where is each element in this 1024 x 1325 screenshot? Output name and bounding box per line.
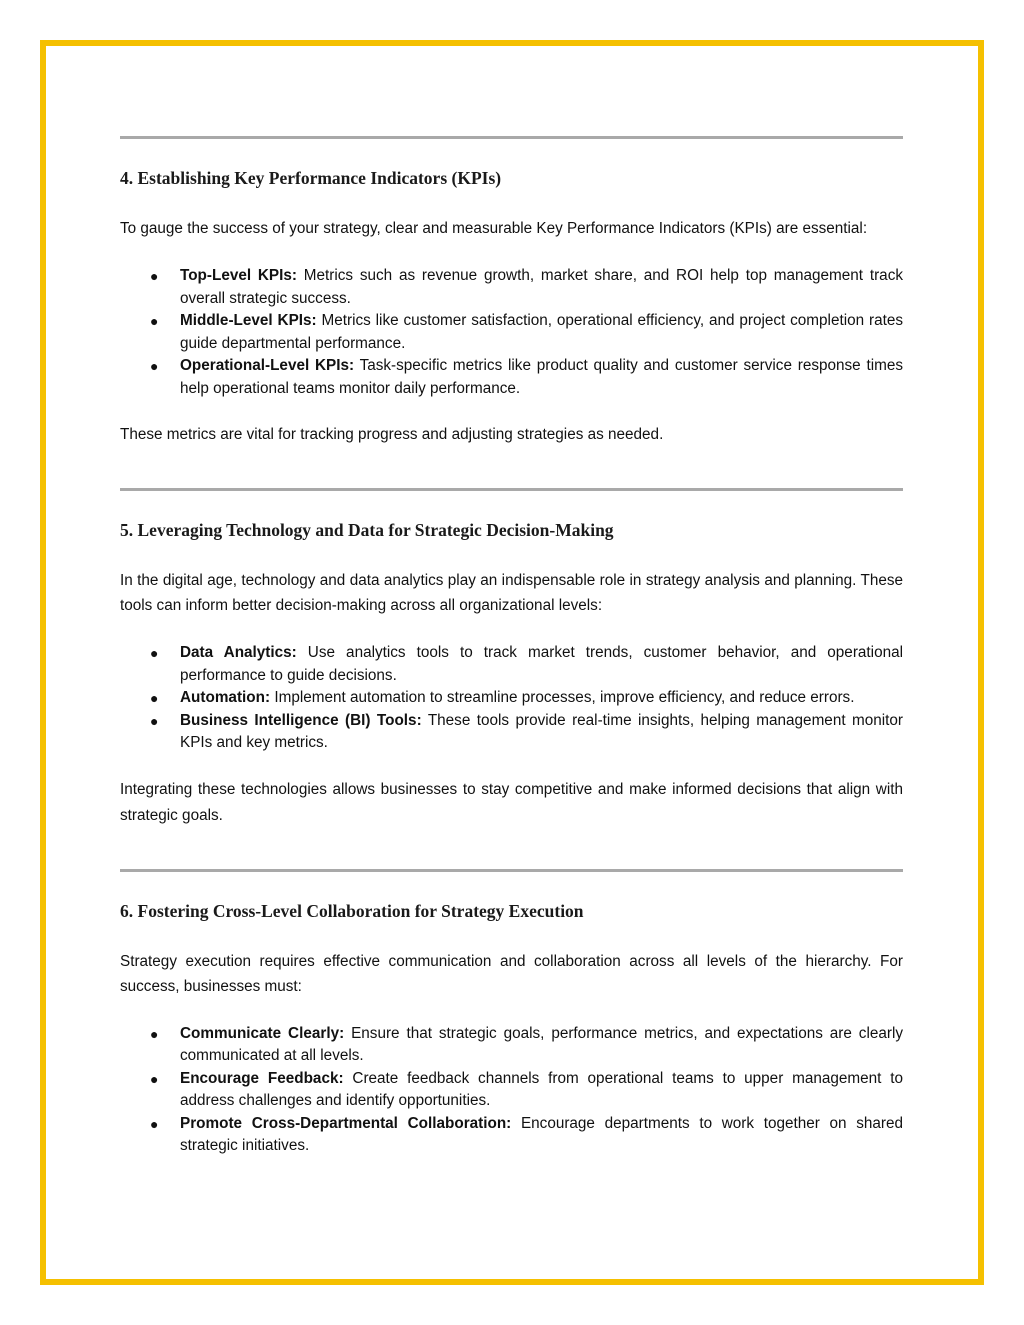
bullet-icon: ● [150, 690, 159, 706]
bullet-list [120, 642, 903, 755]
bullet-text: Task-specific metrics like product quality and customer service response times help operational teams monitor daily performance. [180, 357, 903, 397]
bullet-text: These tools provide real-time insights, helping management monitor KPIs and key metrics. [180, 711, 903, 751]
bullet-text: Ensure that strategic goals, performance metrics, and expectations are clearly communicated at all levels. [180, 1024, 903, 1064]
list-item [120, 1068, 903, 1113]
list-item [120, 355, 903, 400]
section-collaboration [120, 869, 903, 1158]
bullet-text: Encourage departments to work together on shared strategic initiatives. [180, 1114, 903, 1154]
section-intro: To gauge the success of your strategy, clear and measurable Key Performance Indicators (KPIs) are essential: [120, 220, 868, 237]
bullet-icon: ● [150, 358, 159, 374]
section-heading: 6. Fostering Cross-Level Collaboration for Strategy Execution [120, 900, 584, 921]
bullet-text: Implement automation to streamline processes, improve efficiency, and reduce errors. [270, 689, 855, 706]
section-heading: 4. Establishing Key Performance Indicators (KPIs) [120, 168, 502, 188]
document-body [120, 136, 903, 1158]
bullet-term: Data Analytics: [180, 644, 297, 661]
list-item [120, 265, 903, 310]
bullet-term: Business Intelligence (BI) Tools: [180, 711, 422, 729]
bullet-icon: ● [150, 712, 159, 729]
section-heading: 5. Leveraging Technology and Data for Strategic Decision-Making [120, 520, 614, 540]
bullet-list [120, 265, 903, 400]
bullet-text: Create feedback channels from operational teams to upper management to address challenges and identify opportunities. [180, 1069, 903, 1109]
list-item [120, 1023, 903, 1068]
section-kpis [120, 136, 903, 448]
section-intro: In the digital age, technology and data analytics play an indispensable role in strategy analysis and planning. These tools can inform better decision-making across all organizational levels: [120, 572, 903, 614]
section-outro: These metrics are vital for tracking progress and adjusting strategies as needed. [120, 426, 664, 443]
bullet-icon: ● [150, 313, 159, 329]
bullet-text: Metrics such as revenue growth, market share, and ROI help top management track overall strategic success. [180, 267, 903, 307]
bullet-icon: ● [150, 1070, 159, 1087]
bullet-term: Promote Cross-Departmental Collaboration: [180, 1114, 512, 1132]
section-divider [120, 488, 903, 491]
bullet-term: Operational-Level KPIs: [180, 357, 355, 374]
section-divider [120, 136, 903, 139]
section-outro: Integrating these technologies allows businesses to stay competitive and make informed decisions that align with strategic goals. [120, 780, 903, 824]
bullet-term: Middle-Level KPIs: [180, 312, 317, 329]
bullet-text: Use analytics tools to track market trends, customer behavior, and operational performance to guide decisions. [180, 644, 903, 684]
section-intro: Strategy execution requires effective communication and collaboration across all levels of the hierarchy. For success, businesses must: [120, 952, 903, 995]
list-item [120, 710, 903, 755]
section-divider [120, 869, 903, 872]
bullet-term: Top-Level KPIs: [180, 267, 297, 284]
list-item [120, 1113, 903, 1158]
section-technology [120, 488, 903, 829]
bullet-list [120, 1023, 903, 1158]
bullet-term: Encourage Feedback: [180, 1069, 344, 1087]
bullet-term: Automation: [180, 689, 271, 706]
bullet-icon: ● [150, 1115, 159, 1132]
bullet-icon: ● [150, 645, 159, 661]
list-item [120, 310, 903, 355]
list-item [120, 642, 903, 687]
bullet-text: Metrics like customer satisfaction, operational efficiency, and project completion rates guide departmental performance. [180, 312, 903, 352]
bullet-icon: ● [150, 268, 159, 284]
bullet-term: Communicate Clearly: [180, 1024, 345, 1042]
bullet-icon: ● [150, 1025, 159, 1042]
list-item [120, 687, 903, 710]
